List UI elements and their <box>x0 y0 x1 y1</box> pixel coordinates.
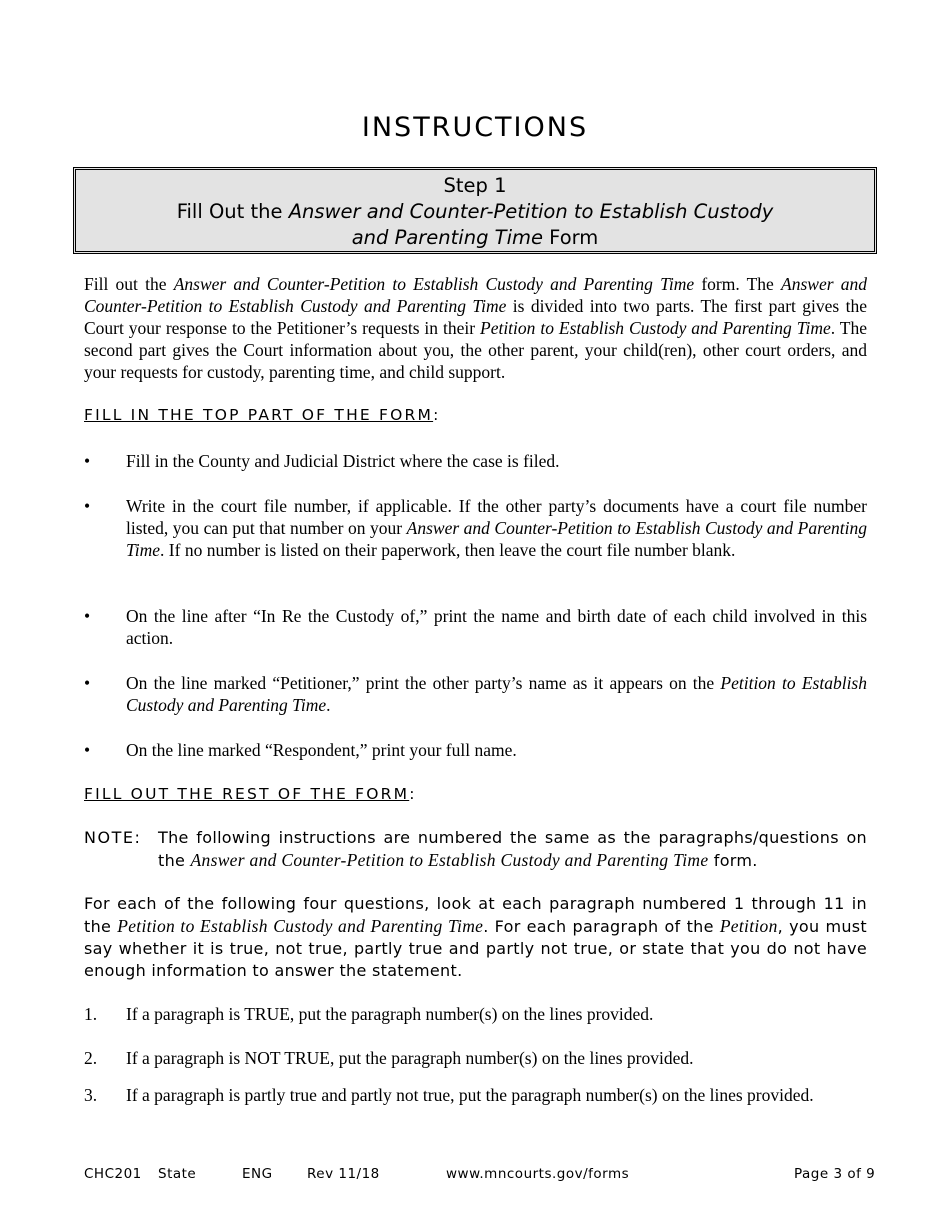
bullet-item: • On the line marked “Respondent,” print your full name. <box>84 740 517 760</box>
step-title-line2: and Parenting Time Form <box>351 226 599 249</box>
page-title: INSTRUCTIONS <box>361 112 589 143</box>
footer-language: ENG <box>242 1166 273 1182</box>
numbered-item: 2. If a paragraph is NOT TRUE, put the paragraph number(s) on the lines provided. <box>84 1048 694 1068</box>
section-heading-rest-of-form: FILL OUT THE REST OF THE FORM: <box>84 785 417 803</box>
numbered-item: 3. If a paragraph is partly true and partly not true, put the paragraph number(s) on the lines provided. <box>84 1085 814 1105</box>
footer-form-id: CHC201 <box>84 1166 142 1182</box>
step-number: Step 1 <box>443 174 507 197</box>
section-heading-top-part: FILL IN THE TOP PART OF THE FORM: <box>84 406 441 424</box>
footer-url-link[interactable]: www.mncourts.gov/forms <box>446 1166 630 1182</box>
intro-paragraph: Fill out the Answer and Counter-Petition to Establish Custody and Parenting Time form. The Answer and Counter-Petition to Establish Custody and Parenting Time is divided into two parts. The first part gives the Court your response to the Petitioner’s requests in their Petition to Establish Custody and Parenting Time. The second part gives the Court information about you, the other parent, your child(ren), other court orders, and your requests for custody, parenting time, and child support. <box>84 274 868 382</box>
bullet-item: • On the line after “In Re the Custody of,” print the name and birth date of each child involved in this action. <box>84 606 867 648</box>
numbered-item: 1. If a paragraph is TRUE, put the paragraph number(s) on the lines provided. <box>84 1004 654 1024</box>
bullet-item: • Write in the court file number, if applicable. If the other party’s documents have a court file number listed, you can put that number on your Answer and Counter-Petition to Establish Custody and Parenting Time. If no number is listed on their paperwork, then leave the court file number blank. <box>84 496 867 560</box>
step-box <box>73 167 877 254</box>
bullet-item: • Fill in the County and Judicial District where the case is filed. <box>84 451 560 471</box>
note-paragraph: NOTE: The following instructions are numbered the same as the paragraphs/questions on the Answer and Counter-Petition to Establish Custody and Parenting Time form. <box>84 828 867 870</box>
true-false-paragraph: For each of the following four questions, look at each paragraph numbered 1 through 11 in the Petition to Establish Custody and Parenting Time. For each paragraph of the Petition, you must say whether it is true, not true, partly true and partly not true, or state that you do not have enough information to answer the statement. <box>84 894 868 980</box>
footer-page-number: Page 3 of 9 <box>794 1166 876 1182</box>
footer-state: State <box>158 1166 197 1182</box>
step-title-line1: Fill Out the Answer and Counter-Petition to Establish Custody <box>176 200 774 223</box>
bullet-item: • On the line marked “Petitioner,” print the other party’s name as it appears on the Petition to Establish Custody and Parenting Time. <box>84 673 867 715</box>
footer-revision: Rev 11/18 <box>307 1166 380 1182</box>
